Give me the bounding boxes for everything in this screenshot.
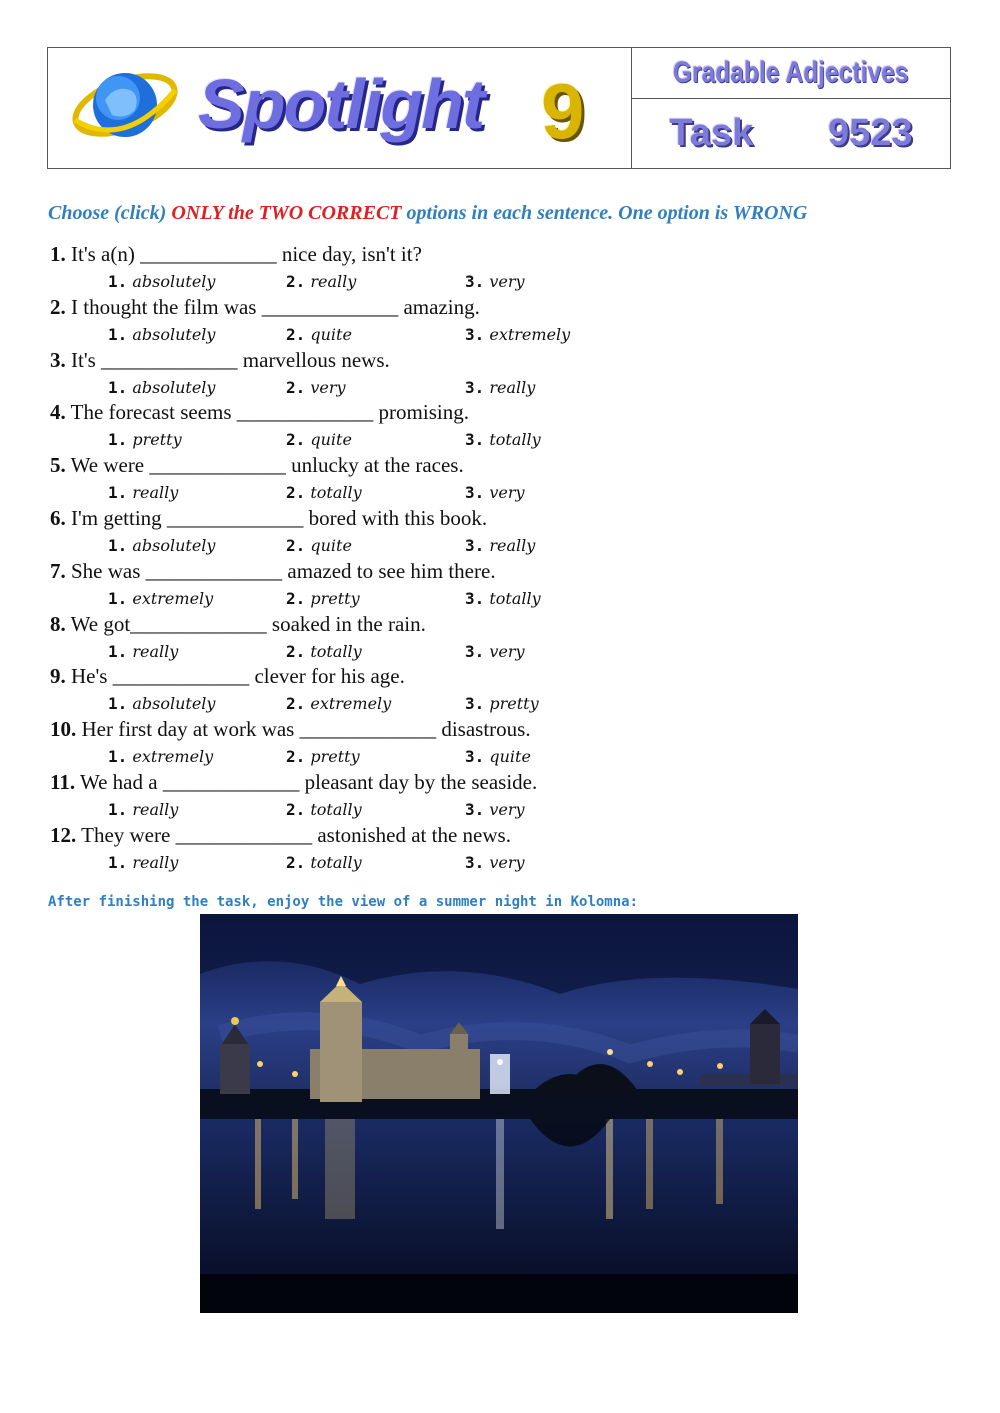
option-number: 2.	[286, 694, 306, 714]
task-label: Task	[669, 112, 754, 154]
logo-cell	[48, 48, 632, 168]
option-word: pretty	[132, 430, 182, 450]
option-word: pretty	[489, 694, 539, 714]
option-2[interactable]	[286, 642, 362, 661]
option-number: 3.	[465, 852, 485, 872]
question-1	[50, 242, 422, 267]
option-number: 1.	[108, 852, 128, 872]
option-number: 3.	[465, 483, 485, 503]
option-row	[0, 536, 700, 560]
option-word: pretty	[310, 588, 360, 608]
option-word: quite	[310, 536, 352, 555]
option-row	[0, 378, 700, 402]
option-1[interactable]	[108, 853, 178, 872]
option-2[interactable]	[286, 747, 360, 766]
option-number: 3.	[465, 747, 485, 767]
question-text: It's _____________ marvellous news.	[65, 347, 390, 372]
option-number: 2.	[286, 641, 306, 661]
question-number: 6.	[50, 506, 66, 530]
option-number: 2.	[286, 800, 306, 819]
option-number: 1.	[108, 800, 128, 819]
option-word: extremely	[489, 324, 571, 344]
option-row	[0, 483, 700, 507]
option-word: really	[489, 377, 536, 397]
question-6	[50, 506, 487, 531]
option-row	[0, 800, 700, 824]
option-word: really	[310, 272, 357, 291]
question-7	[50, 559, 496, 584]
option-number: 3.	[465, 800, 485, 819]
option-word: absolutely	[132, 377, 216, 397]
question-number: 4.	[50, 400, 66, 425]
question-text: We were _____________ unlucky at the races.	[65, 453, 464, 478]
question-number: 12.	[50, 822, 77, 847]
question-8	[50, 612, 426, 637]
globe-icon	[70, 60, 180, 150]
option-number: 2.	[286, 377, 306, 397]
question-text: We had a _____________ pleasant day by the seaside.	[75, 770, 538, 794]
option-number: 2.	[286, 483, 306, 503]
option-row	[0, 642, 700, 666]
option-2[interactable]	[286, 589, 360, 608]
option-2[interactable]	[286, 272, 356, 291]
option-word: really	[132, 800, 179, 819]
option-1[interactable]	[108, 694, 215, 713]
option-word: totally	[310, 483, 362, 503]
option-number: 3.	[465, 272, 485, 291]
option-1[interactable]	[108, 589, 213, 608]
question-4	[50, 400, 469, 425]
option-row	[0, 430, 700, 454]
question-12	[50, 823, 511, 848]
option-number: 1.	[108, 324, 128, 344]
question-number: 9.	[50, 664, 66, 689]
option-word: very	[489, 272, 525, 291]
question-text: Her first day at work was _____________ disastrous.	[76, 717, 531, 742]
option-1[interactable]	[108, 483, 178, 502]
option-word: absolutely	[132, 536, 216, 555]
option-2[interactable]	[286, 430, 352, 449]
option-word: really	[132, 641, 179, 661]
option-number: 2.	[286, 588, 306, 608]
question-number: 10.	[50, 717, 77, 742]
option-word: really	[489, 536, 536, 555]
option-3[interactable]	[465, 747, 531, 766]
option-number: 1.	[108, 694, 128, 714]
option-word: very	[489, 483, 525, 503]
option-number: 1.	[108, 588, 128, 608]
header-table	[47, 47, 951, 169]
topic-title: Gradable Adjectives	[673, 56, 909, 89]
option-number: 2.	[286, 430, 306, 450]
question-number: 8.	[50, 611, 66, 636]
question-text: They were _____________ astonished at the news.	[76, 822, 511, 847]
option-word: very	[489, 800, 525, 819]
question-text: It's a(n) _____________ nice day, isn't it?	[65, 242, 422, 266]
option-number: 3.	[465, 641, 485, 661]
question-number: 1.	[50, 242, 66, 266]
option-number: 2.	[286, 747, 306, 767]
option-2[interactable]	[286, 800, 362, 819]
option-word: totally	[489, 430, 541, 450]
option-row	[0, 747, 700, 771]
question-text: We got_____________ soaked in the rain.	[65, 611, 426, 636]
kolomna-night-photo	[200, 914, 798, 1313]
option-number: 1.	[108, 483, 128, 503]
option-word: absolutely	[132, 324, 216, 344]
option-number: 1.	[108, 641, 128, 661]
option-number: 2.	[286, 852, 306, 872]
question-text: I thought the film was _____________ amazing.	[65, 294, 480, 319]
option-word: extremely	[132, 588, 214, 608]
option-word: very	[489, 852, 525, 872]
question-text: The forecast seems _____________ promising.	[65, 400, 469, 425]
option-1[interactable]	[108, 536, 215, 555]
question-text: She was _____________ amazed to see him there.	[65, 558, 496, 583]
option-number: 1.	[108, 536, 128, 555]
option-1[interactable]	[108, 747, 213, 766]
question-10	[50, 717, 531, 742]
option-word: very	[310, 377, 346, 397]
question-number: 3.	[50, 347, 66, 372]
option-3[interactable]	[465, 483, 525, 502]
option-number: 3.	[465, 377, 485, 397]
option-2[interactable]	[286, 483, 362, 502]
option-1[interactable]	[108, 325, 215, 344]
option-word: quite	[310, 430, 352, 450]
option-1[interactable]	[108, 642, 178, 661]
option-word: totally	[310, 800, 362, 819]
option-1[interactable]	[108, 378, 215, 397]
question-9	[50, 664, 405, 689]
question-2	[50, 295, 480, 320]
option-3[interactable]	[465, 378, 535, 397]
option-word: extremely	[132, 747, 214, 767]
option-number: 1.	[108, 747, 128, 767]
option-number: 2.	[286, 272, 306, 291]
option-2[interactable]	[286, 325, 352, 344]
option-3[interactable]	[465, 430, 541, 449]
option-2[interactable]	[286, 853, 362, 872]
question-5	[50, 453, 464, 478]
option-word: really	[132, 483, 179, 503]
option-2[interactable]	[286, 536, 352, 555]
logo-number: 9	[541, 67, 585, 155]
logo-spotlight-text: Spotlight	[198, 65, 484, 143]
instructions-part1: Choose (click)	[48, 202, 172, 224]
option-3[interactable]	[465, 853, 525, 872]
option-1[interactable]	[108, 800, 178, 819]
question-text: He's _____________ clever for his age.	[65, 664, 405, 689]
option-3[interactable]	[465, 325, 570, 344]
option-row	[0, 589, 700, 613]
option-3[interactable]	[465, 272, 525, 291]
question-number: 7.	[50, 558, 66, 583]
topic-cell	[632, 48, 950, 99]
instructions-part3: options in each sentence. One option is WRONG	[401, 202, 808, 224]
option-3[interactable]	[465, 536, 535, 555]
option-2[interactable]	[286, 694, 391, 713]
option-number: 1.	[108, 430, 128, 450]
option-number: 3.	[465, 430, 485, 450]
option-number: 3.	[465, 536, 485, 555]
option-word: totally	[310, 641, 362, 661]
option-row	[0, 272, 700, 296]
option-1[interactable]	[108, 272, 215, 291]
instructions-highlight: ONLY the TWO CORRECT	[171, 202, 402, 224]
option-number: 3.	[465, 588, 485, 608]
after-task-caption: After finishing the task, enjoy the view of a summer night in Kolomna:	[48, 894, 639, 910]
task-cell	[632, 99, 950, 168]
option-1[interactable]	[108, 430, 182, 449]
option-word: extremely	[310, 694, 392, 714]
option-2[interactable]	[286, 378, 346, 397]
option-row	[0, 325, 700, 349]
option-word: quite	[489, 747, 531, 767]
question-number: 5.	[50, 453, 66, 478]
option-row	[0, 694, 700, 718]
question-number: 11.	[50, 770, 76, 794]
question-3	[50, 348, 390, 373]
option-number: 3.	[465, 324, 485, 344]
option-3[interactable]	[465, 642, 525, 661]
option-3[interactable]	[465, 800, 525, 819]
question-text: I'm getting _____________ bored with this book.	[65, 506, 488, 530]
option-word: totally	[489, 588, 541, 608]
option-word: pretty	[310, 747, 360, 767]
option-number: 2.	[286, 324, 306, 344]
question-number: 2.	[50, 294, 66, 319]
option-word: totally	[310, 852, 362, 872]
instructions	[48, 202, 958, 225]
option-word: really	[132, 852, 179, 872]
option-word: very	[489, 641, 525, 661]
option-row	[0, 853, 700, 877]
question-11	[50, 770, 537, 795]
option-3[interactable]	[465, 589, 541, 608]
option-number: 2.	[286, 536, 306, 555]
option-word: quite	[310, 324, 352, 344]
option-3[interactable]	[465, 694, 539, 713]
option-word: absolutely	[132, 272, 216, 291]
option-word: absolutely	[132, 694, 216, 714]
option-number: 1.	[108, 272, 128, 291]
option-number: 3.	[465, 694, 485, 714]
option-number: 1.	[108, 377, 128, 397]
task-number: 9523	[828, 112, 913, 154]
